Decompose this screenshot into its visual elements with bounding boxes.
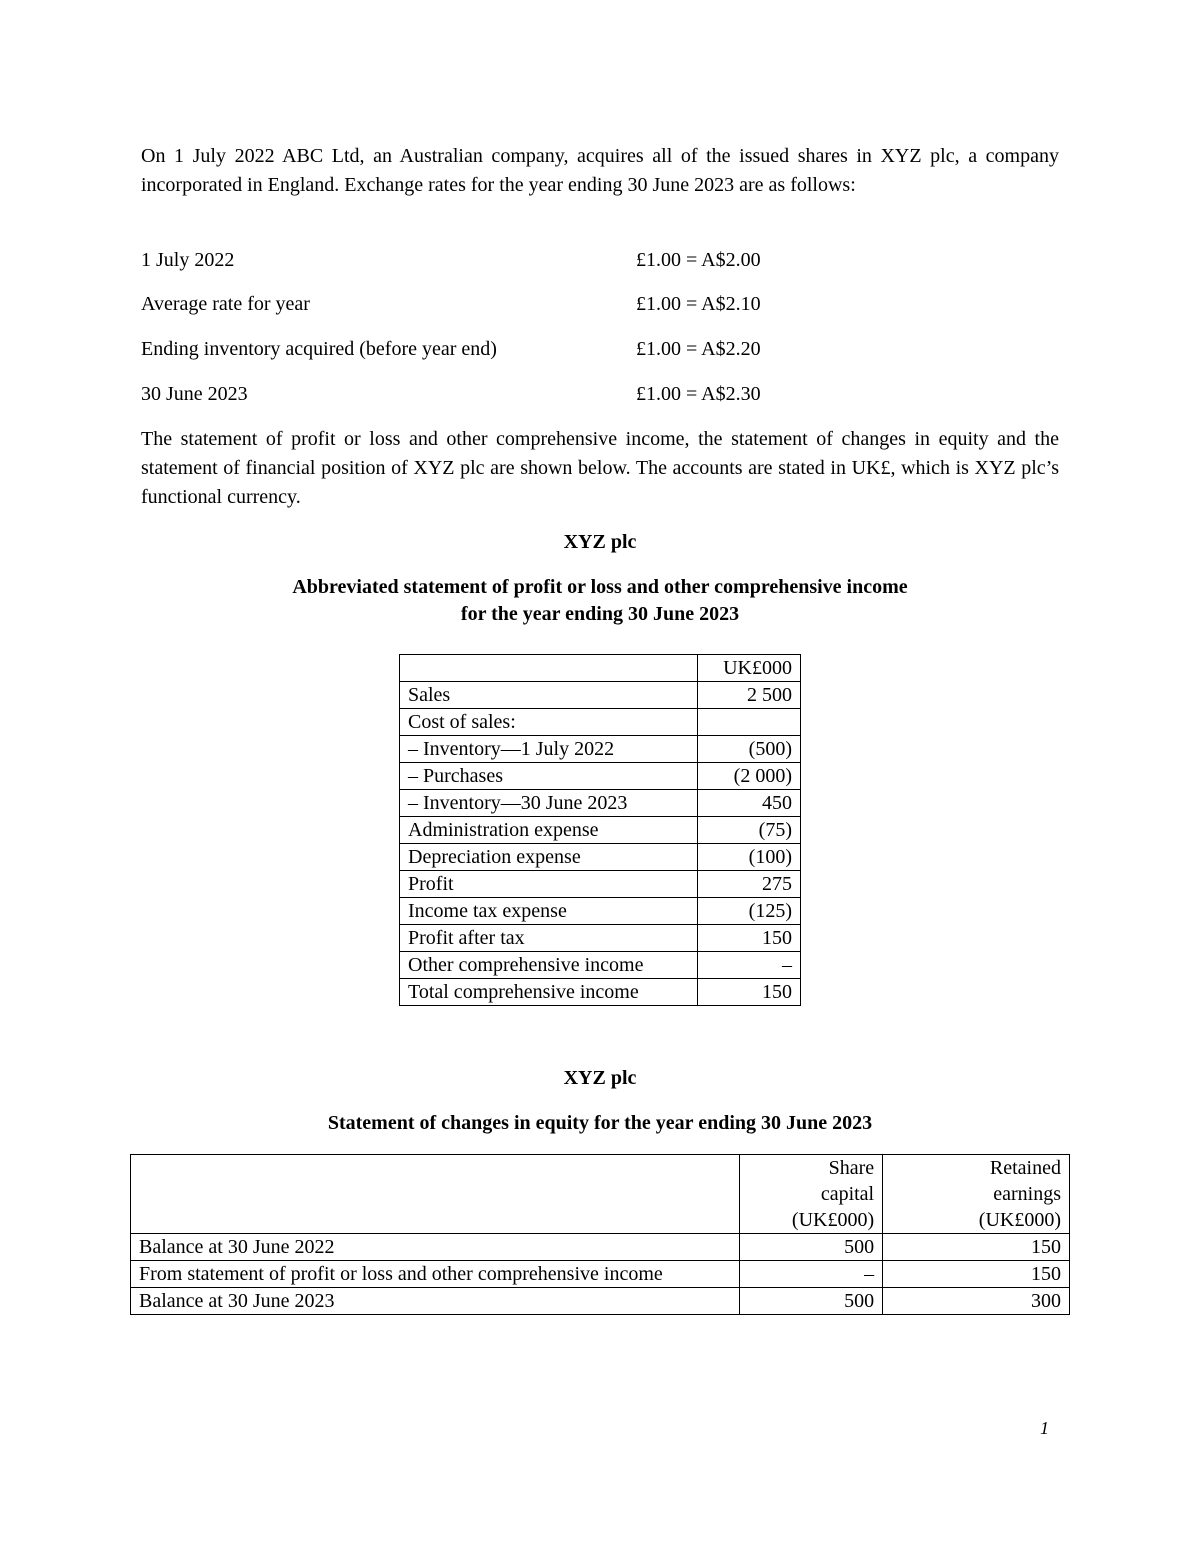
equity-table xyxy=(130,1154,1070,1315)
equity-company-heading: XYZ plc xyxy=(563,1067,637,1089)
header-line: (UK£000) xyxy=(978,1209,1061,1231)
rate-value: £1.00 = A$2.20 xyxy=(636,338,761,360)
row-label: Income tax expense xyxy=(400,898,698,925)
row-value: 275 xyxy=(698,871,801,898)
rate-value: £1.00 = A$2.00 xyxy=(636,249,761,271)
row-value: (125) xyxy=(698,898,801,925)
row-label: From statement of profit or loss and other comprehensive income xyxy=(131,1261,740,1288)
row-label: Profit xyxy=(400,871,698,898)
header-value-cell: UK£000 xyxy=(698,655,801,682)
row-value: 450 xyxy=(698,790,801,817)
row-value: (75) xyxy=(698,817,801,844)
intro-paragraph: On 1 July 2022 ABC Ltd, an Australian company, acquires all of the issued shares in XYZ plc, a company incorporated in England. Exchange rates for the year ending 30 June 2023 are as follows: xyxy=(141,145,1059,196)
share-capital-value: 500 xyxy=(740,1288,883,1315)
row-value: (500) xyxy=(698,736,801,763)
table-row xyxy=(400,898,801,925)
description-paragraph: The statement of profit or loss and other comprehensive income, the statement of changes in equity and the statement of financial position of XYZ plc are shown below. The accounts are stated in UK£, which is XYZ plc’s functional currency. xyxy=(141,428,1059,508)
share-capital-value: – xyxy=(740,1261,883,1288)
header-line: (UK£000) xyxy=(791,1209,875,1231)
table-row xyxy=(131,1261,1070,1288)
row-label: Balance at 30 June 2023 xyxy=(131,1288,740,1315)
row-label: – Purchases xyxy=(400,763,698,790)
row-label: Sales xyxy=(400,682,698,709)
header-share-capital xyxy=(740,1155,883,1234)
table-row xyxy=(400,763,801,790)
pl-title-line1: Abbreviated statement of profit or loss and other comprehensive income xyxy=(292,576,908,598)
row-label: Total comprehensive income xyxy=(400,979,698,1006)
table-row xyxy=(400,844,801,871)
table-row xyxy=(400,709,801,736)
table-row xyxy=(400,952,801,979)
rate-row xyxy=(141,335,1059,363)
row-value: 150 xyxy=(698,925,801,952)
row-label: – Inventory—1 July 2022 xyxy=(400,736,698,763)
row-value: 2 500 xyxy=(698,682,801,709)
rate-label: 1 July 2022 xyxy=(141,249,235,271)
retained-earnings-value: 150 xyxy=(883,1261,1070,1288)
rate-row xyxy=(141,246,1059,274)
row-value: (2 000) xyxy=(698,763,801,790)
share-capital-value: 500 xyxy=(740,1234,883,1261)
table-header-row xyxy=(400,655,801,682)
table-row xyxy=(131,1288,1070,1315)
row-value: – xyxy=(698,952,801,979)
table-row xyxy=(131,1234,1070,1261)
header-line: Retained xyxy=(989,1157,1061,1179)
row-value xyxy=(698,709,801,736)
row-label: Administration expense xyxy=(400,817,698,844)
profit-loss-table xyxy=(399,654,801,1006)
rate-value: £1.00 = A$2.30 xyxy=(636,383,761,405)
row-label: Balance at 30 June 2022 xyxy=(131,1234,740,1261)
header-retained-earnings xyxy=(883,1155,1070,1234)
header-line: Share xyxy=(828,1157,875,1179)
table-row xyxy=(400,736,801,763)
header-label-cell xyxy=(400,655,698,682)
pl-company-heading: XYZ plc xyxy=(563,531,637,553)
table-row xyxy=(400,682,801,709)
table-row xyxy=(400,871,801,898)
row-value: (100) xyxy=(698,844,801,871)
row-label: – Inventory—30 June 2023 xyxy=(400,790,698,817)
rate-label: Ending inventory acquired (before year end) xyxy=(141,338,497,360)
row-label: Cost of sales: xyxy=(400,709,698,736)
retained-earnings-value: 150 xyxy=(883,1234,1070,1261)
row-label: Other comprehensive income xyxy=(400,952,698,979)
rate-label: Average rate for year xyxy=(141,293,310,315)
page-number: 1 xyxy=(1040,1418,1049,1438)
pl-title-line2: for the year ending 30 June 2023 xyxy=(460,603,740,625)
rate-row xyxy=(141,290,1059,318)
header-line: capital xyxy=(820,1183,875,1205)
table-row xyxy=(400,817,801,844)
table-row xyxy=(400,979,801,1006)
row-value: 150 xyxy=(698,979,801,1006)
row-label: Depreciation expense xyxy=(400,844,698,871)
table-row xyxy=(400,925,801,952)
retained-earnings-value: 300 xyxy=(883,1288,1070,1315)
table-header-row xyxy=(131,1155,1070,1234)
row-label: Profit after tax xyxy=(400,925,698,952)
equity-title: Statement of changes in equity for the year ending 30 June 2023 xyxy=(327,1112,873,1134)
table-row xyxy=(400,790,801,817)
rate-label: 30 June 2023 xyxy=(141,383,248,405)
header-label-cell xyxy=(131,1155,740,1234)
header-line: earnings xyxy=(993,1183,1061,1205)
rate-value: £1.00 = A$2.10 xyxy=(636,293,761,315)
rate-row xyxy=(141,380,1059,408)
